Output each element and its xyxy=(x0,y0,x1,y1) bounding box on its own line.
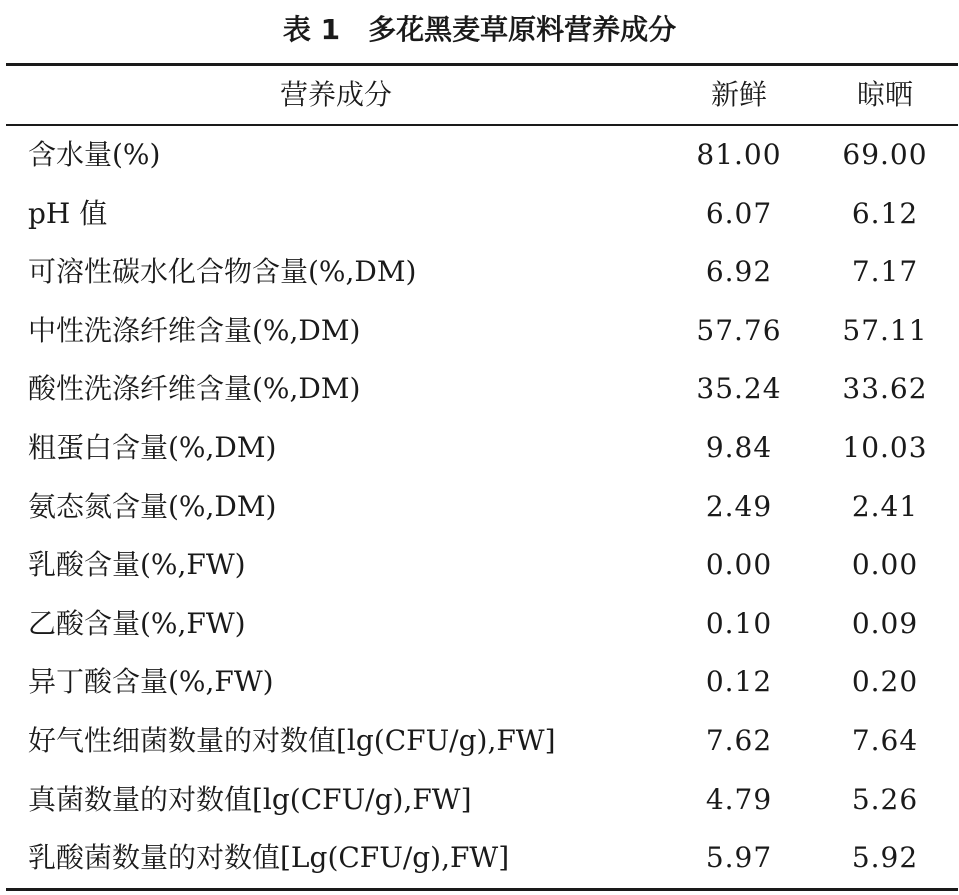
header-fresh: 新鲜 xyxy=(710,78,767,111)
fresh-value: 0.10 xyxy=(705,606,773,640)
table-row xyxy=(6,653,958,712)
table-row xyxy=(6,712,958,771)
table-row xyxy=(6,771,958,830)
table-header-row xyxy=(6,66,958,124)
table-row xyxy=(6,595,958,654)
table-title: 表 1 多花黑麦草原料营养成分 xyxy=(282,13,677,46)
fresh-value: 9.84 xyxy=(705,430,773,464)
table-row xyxy=(6,536,958,595)
fresh-value: 6.92 xyxy=(705,255,773,289)
table-row xyxy=(6,829,958,888)
dried-value: 5.92 xyxy=(851,841,919,875)
dried-value: 10.03 xyxy=(842,430,928,464)
dried-value: 0.09 xyxy=(851,606,919,640)
table-row xyxy=(6,478,958,537)
nutrient-name: 异丁酸含量(%,FW) xyxy=(28,665,274,699)
table-row xyxy=(6,243,958,302)
dried-value: 2.41 xyxy=(851,489,919,523)
dried-value: 6.12 xyxy=(851,196,919,230)
nutrient-name: 乙酸含量(%,FW) xyxy=(28,606,246,640)
fresh-value: 5.97 xyxy=(705,841,773,875)
fresh-value: 2.49 xyxy=(705,489,773,523)
table-row xyxy=(6,419,958,478)
header-nutrient: 营养成分 xyxy=(279,78,392,111)
nutrient-name: 乳酸含量(%,FW) xyxy=(28,548,246,582)
nutrient-name: 可溶性碳水化合物含量(%,DM) xyxy=(28,255,417,289)
dried-value: 7.64 xyxy=(851,723,919,757)
nutrient-name: 中性洗涤纤维含量(%,DM) xyxy=(28,313,361,347)
nutrient-name: 含水量(%) xyxy=(28,138,161,171)
fresh-value: 7.62 xyxy=(705,723,773,757)
dried-value: 0.20 xyxy=(851,665,919,699)
dried-value: 0.00 xyxy=(851,548,919,582)
dried-value: 33.62 xyxy=(842,372,928,406)
nutrient-name: pH 值 xyxy=(28,196,108,230)
dried-value: 57.11 xyxy=(842,313,928,347)
dried-value: 5.26 xyxy=(851,782,919,816)
bottom-rule xyxy=(6,888,958,891)
fresh-value: 35.24 xyxy=(696,372,782,406)
table-row xyxy=(6,126,958,185)
table-body xyxy=(6,126,958,888)
fresh-value: 81.00 xyxy=(696,138,782,171)
fresh-value: 0.00 xyxy=(705,548,773,582)
nutrient-name: 真菌数量的对数值[lg(CFU/g),FW] xyxy=(28,782,472,816)
table-row xyxy=(6,360,958,419)
nutrient-name: 粗蛋白含量(%,DM) xyxy=(28,430,277,464)
nutrient-name: 酸性洗涤纤维含量(%,DM) xyxy=(28,372,361,406)
fresh-value: 6.07 xyxy=(705,196,773,230)
nutrient-name: 好气性细菌数量的对数值[lg(CFU/g),FW] xyxy=(28,723,556,757)
dried-value: 7.17 xyxy=(851,255,919,289)
table-row xyxy=(6,302,958,361)
nutrient-name: 乳酸菌数量的对数值[Lg(CFU/g),FW] xyxy=(28,841,510,875)
dried-value: 69.00 xyxy=(842,138,928,171)
table-row xyxy=(6,185,958,244)
header-dried: 晾晒 xyxy=(856,78,913,111)
nutrient-name: 氨态氮含量(%,DM) xyxy=(28,489,277,523)
fresh-value: 0.12 xyxy=(705,665,773,699)
fresh-value: 4.79 xyxy=(705,782,773,816)
fresh-value: 57.76 xyxy=(696,313,782,347)
